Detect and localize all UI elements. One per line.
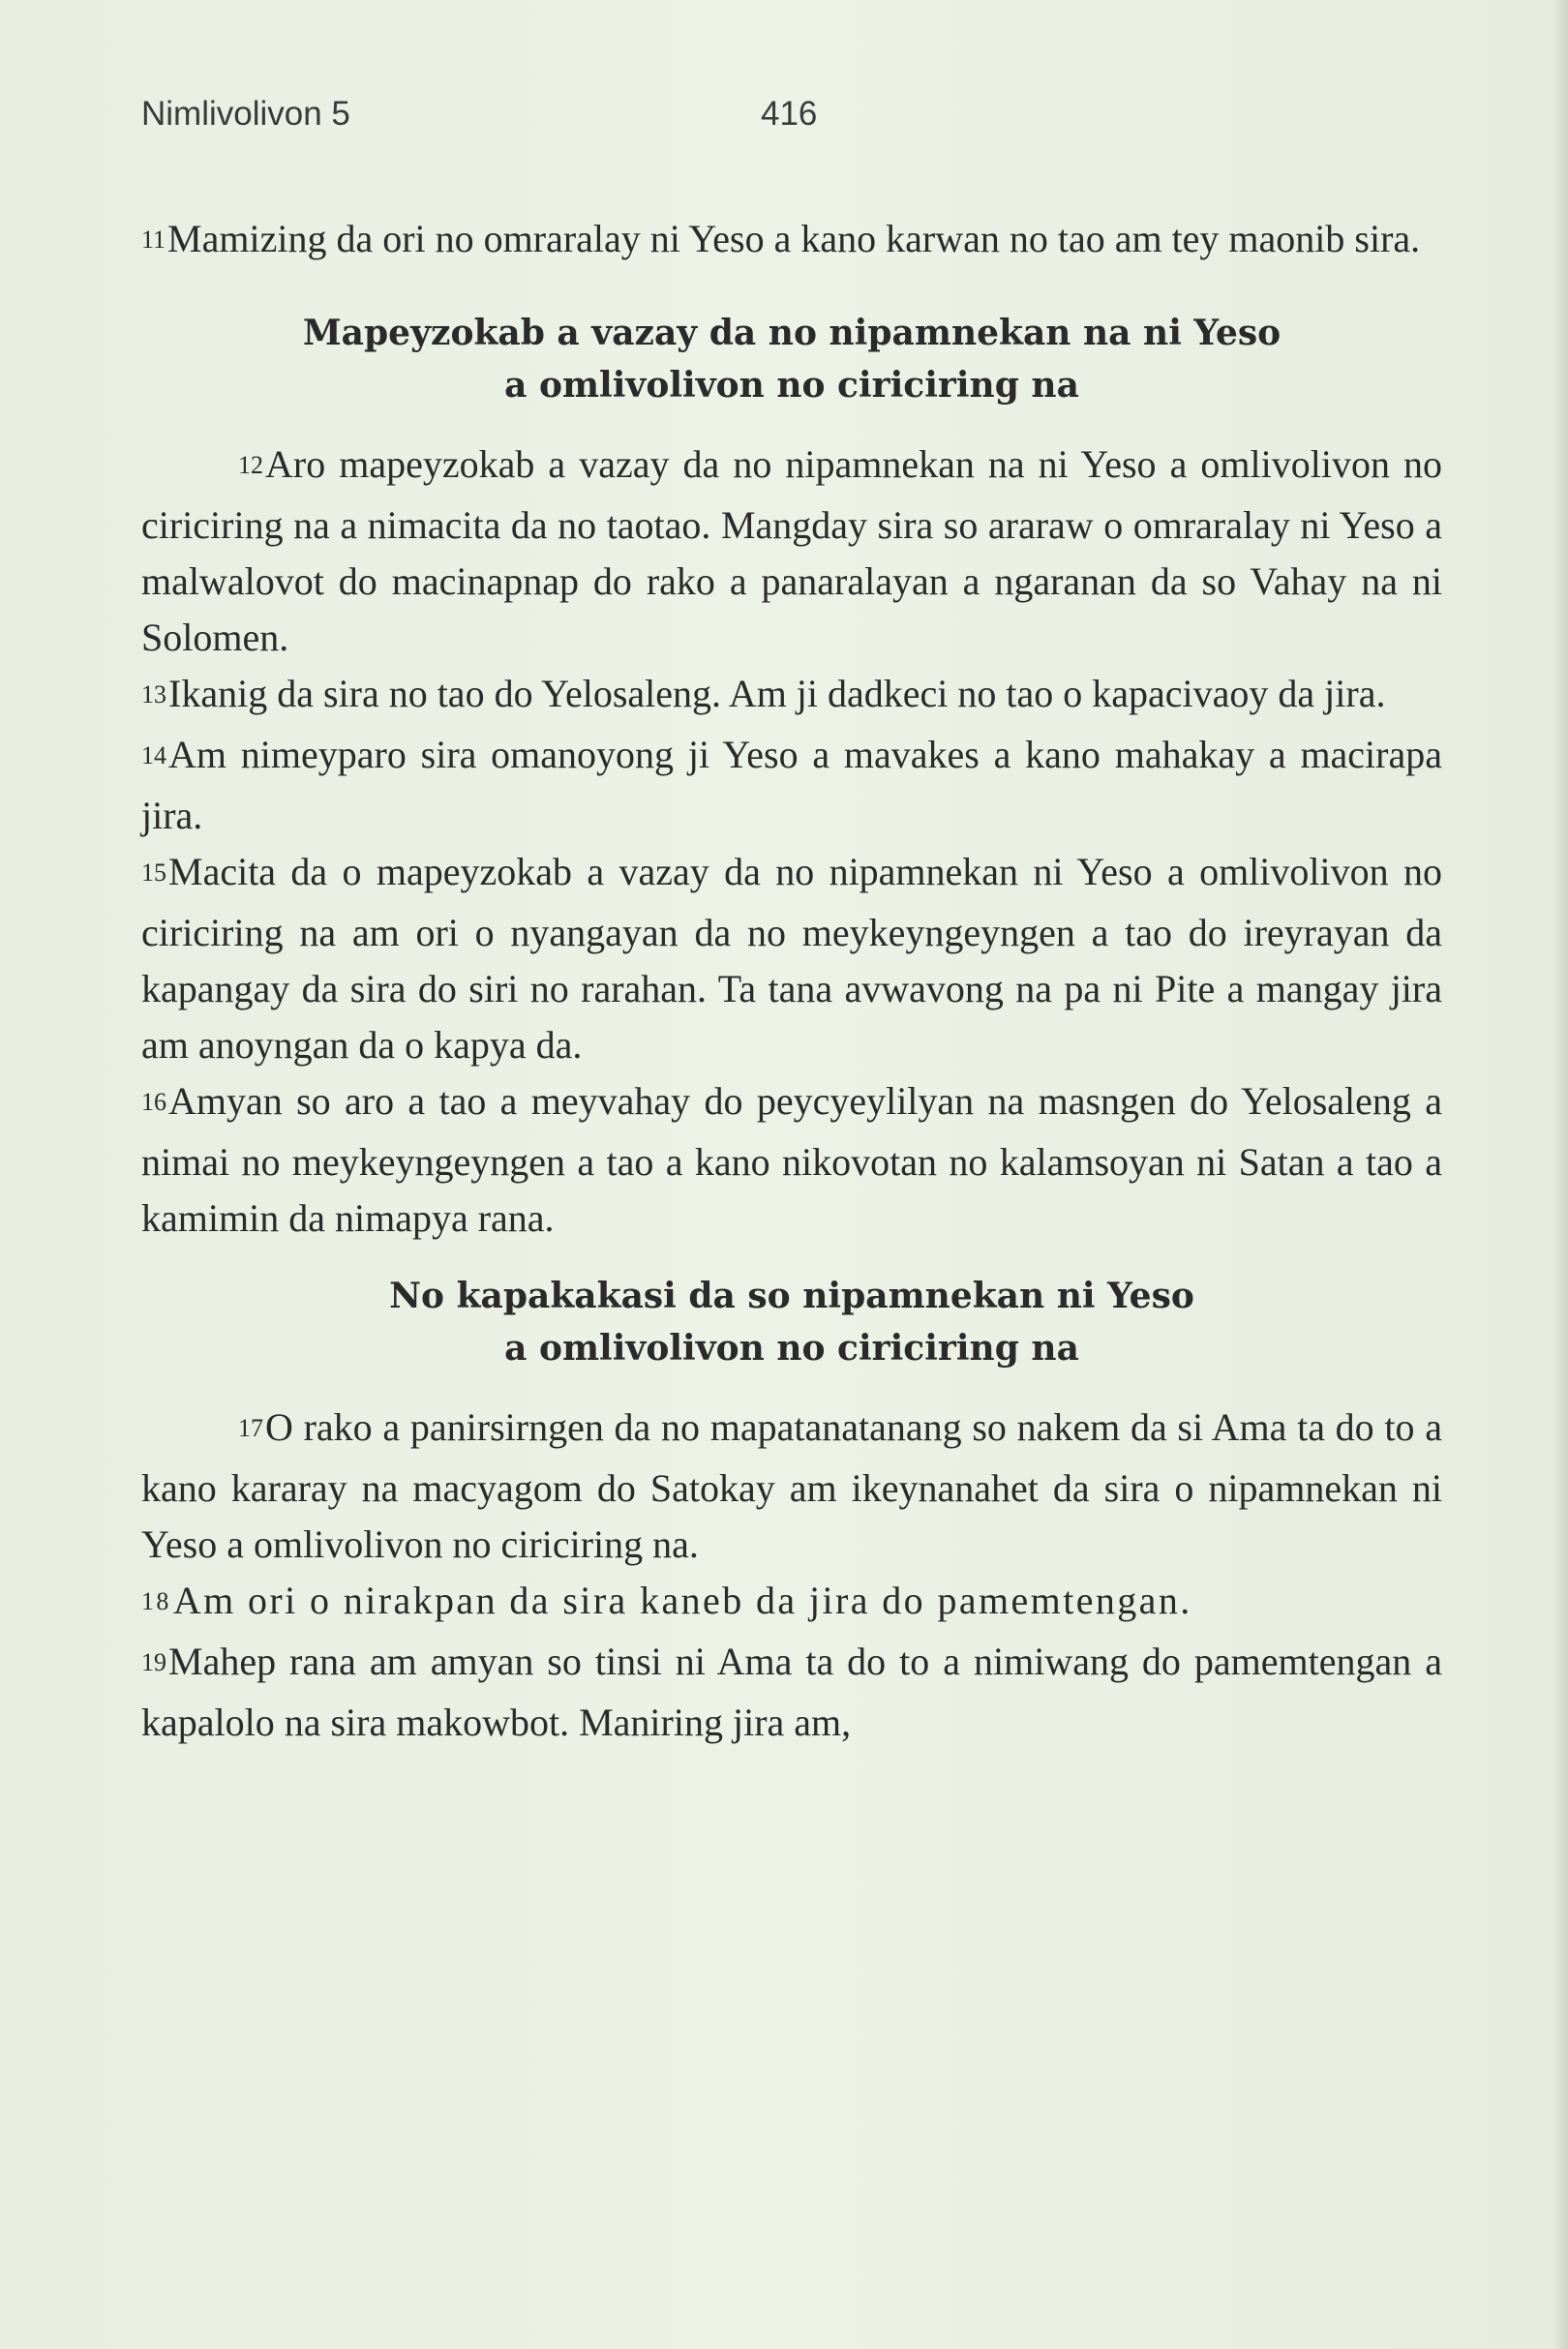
verse-text: O rako a panirsirngen da no mapatanatanang so nakem da si Ama ta do to a kano kararay na macyagom do Satokay am ikeynanahet da sira o nipamnekan ni Yeso a omlivolivon no ciriciring na. xyxy=(141,1405,1442,1566)
verse-text: Am ori o nirakpan da sira kaneb da jira do pamemtengan. xyxy=(172,1579,1192,1622)
verse-13 xyxy=(141,666,1442,727)
verse-17 xyxy=(141,1400,1442,1573)
verse-number: 19 xyxy=(141,1648,166,1676)
verse-number: 13 xyxy=(141,680,166,708)
section-heading-line-1: Mapeyzokab a vazay da no nipamnekan na ni Yeso xyxy=(302,313,1282,353)
verse-text: Macita da o mapeyzokab a vazay da no nipamnekan ni Yeso a omlivolivon no ciriciring na am ori o nyangayan da no meykeyngeyngen a tao do ireyrayan da kapangay da sira do siri no rarahan. Ta tana avwavong na pa ni Pite a mangay jira am anoyngan da o kapya da. xyxy=(141,850,1442,1067)
verse-text: Amyan so aro a tao a meyvahay do peycyeylilyan na masngen do Yelosaleng a nimai no meykeyngeyngen a tao a kano nikovotan no kalamsoyan ni Satan a tao a kamimin da nimapya rana. xyxy=(141,1079,1442,1240)
verse-number: 18 xyxy=(141,1587,171,1615)
page-number: 416 xyxy=(761,95,818,133)
verse-number: 11 xyxy=(141,226,166,254)
verse-number: 17 xyxy=(238,1414,263,1442)
verse-16 xyxy=(141,1073,1442,1247)
section-heading-line-2: a omlivolivon no ciriciring na xyxy=(504,1328,1079,1369)
running-head xyxy=(141,95,1438,143)
section-heading xyxy=(141,307,1442,411)
verse-18 xyxy=(141,1573,1442,1634)
verse-number: 12 xyxy=(238,451,263,479)
section-heading-line-2: a omlivolivon no ciriciring na xyxy=(504,365,1079,406)
verse-12 xyxy=(141,437,1442,666)
page-edge xyxy=(1554,0,1568,2349)
verse-15 xyxy=(141,844,1442,1073)
verse-11 xyxy=(141,211,1442,272)
verse-number: 16 xyxy=(141,1088,166,1116)
verse-text: Ikanig da sira no tao do Yelosaleng. Am ji dadkeci no tao o kapacivaoy da jira. xyxy=(168,672,1386,715)
verse-text: Aro mapeyzokab a vazay da no nipamnekan na ni Yeso a omlivolivon no ciriciring na a nimacita da no taotao. Mangday sira so araraw o omraralay ni Yeso a malwalovot do macinapnap do rako a panaralayan a ngaranan da so Vahay na ni Solomen. xyxy=(141,442,1442,659)
verse-number: 14 xyxy=(141,741,166,769)
verse-19 xyxy=(141,1634,1442,1751)
book-chapter-title: Nimlivolivon 5 xyxy=(141,95,350,133)
body-text xyxy=(141,211,1442,1751)
verse-text: Mamizing da ori no omraralay ni Yeso a kano karwan no tao am tey maonib sira. xyxy=(167,217,1421,260)
verse-14 xyxy=(141,727,1442,844)
section-heading-line-1: No kapakakasi da so nipamnekan ni Yeso xyxy=(389,1276,1194,1316)
verse-number: 15 xyxy=(141,858,166,887)
verse-text: Mahep rana am amyan so tinsi ni Ama ta do to a nimiwang do pamemtengan a kapalolo na sira makowbot. Maniring jira am, xyxy=(141,1640,1442,1744)
verse-text: Am nimeyparo sira omanoyong ji Yeso a mavakes a kano mahakay a macirapa jira. xyxy=(141,733,1442,837)
section-heading xyxy=(141,1270,1442,1374)
